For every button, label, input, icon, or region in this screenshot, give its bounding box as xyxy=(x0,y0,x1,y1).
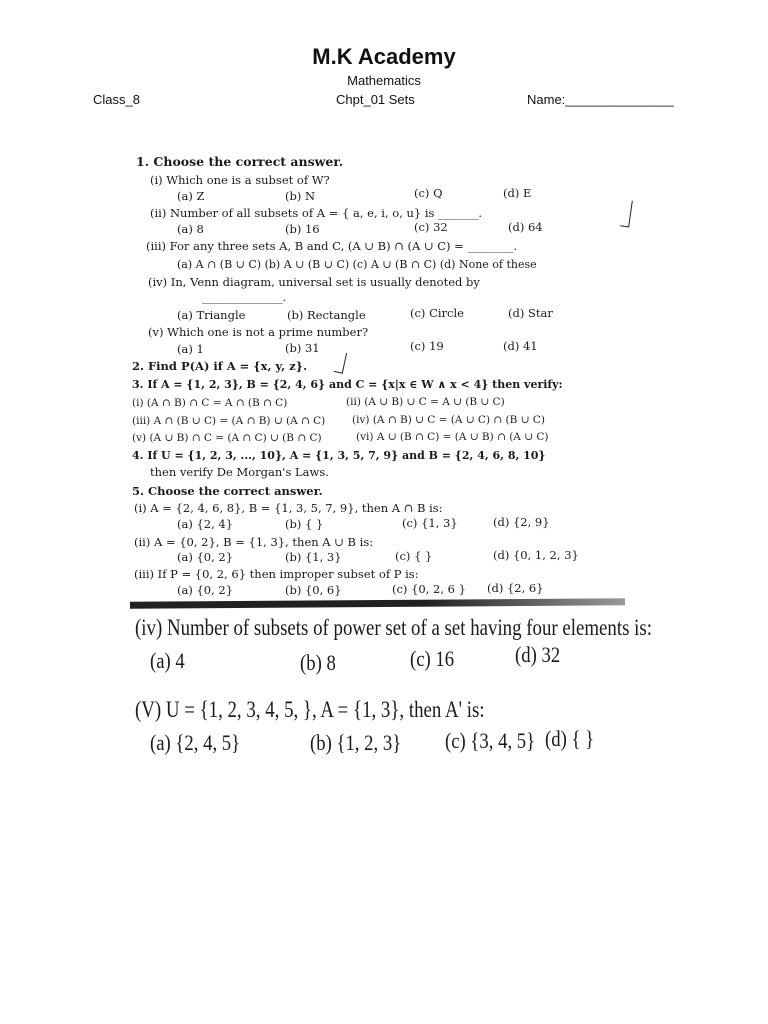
q5-ii-opt-a: (a) {0, 2} xyxy=(177,550,234,564)
q5-iii-opt-c: (c) {0, 2, 6 } xyxy=(392,582,466,596)
q1-iii-options: (a) A ∩ (B ∪ C) (b) A ∪ (B ∪ C) (c) A ∪ (B ∩ C) (d) None of these xyxy=(177,258,537,271)
page-subtitle: Mathematics xyxy=(347,73,421,88)
q5-v-text: (V) U = {1, 2, 3, 4, 5, }, A = {1, 3}, then A' is: xyxy=(135,697,485,722)
q4-line1: 4. If U = {1, 2, 3, ..., 10}, A = {1, 3, 5, 7, 9} and B = {2, 4, 6, 8, 10} xyxy=(132,449,546,462)
q5-ii-opt-d: (d) {0, 1, 2, 3} xyxy=(493,548,579,562)
scanned-worksheet xyxy=(130,150,610,605)
q5-i-opt-d: (d) {2, 9} xyxy=(493,515,550,529)
q5-iv-opt-d: (d) 32 xyxy=(515,642,561,667)
q1-ii-text: (ii) Number of all subsets of A = { a, e, i, o, u} is _______. xyxy=(150,206,483,220)
q5-v-opt-b: (b) {1, 2, 3} xyxy=(310,730,402,755)
q3-row2-left: (iii) A ∩ (B ∪ C) = (A ∩ B) ∪ (A ∩ C) xyxy=(132,415,326,427)
q5-ii-opt-c: (c) { } xyxy=(395,549,433,563)
q1-iv-opt-c: (c) Circle xyxy=(410,306,464,320)
q5-iv-opt-c: (c) 16 xyxy=(410,646,455,671)
q1-v-opt-d: (d) 41 xyxy=(503,339,538,353)
q5-i-opt-c: (c) {1, 3} xyxy=(402,516,458,530)
q1-heading: 1. Choose the correct answer. xyxy=(136,154,344,169)
q1-i-opt-b: (b) N xyxy=(285,189,316,203)
q3-row2-right: (iv) (A ∩ B) ∪ C = (A ∪ C) ∩ (B ∪ C) xyxy=(352,414,545,426)
q1-i-text: (i) Which one is a subset of W? xyxy=(150,173,330,187)
q3-row1-right: (ii) (A ∪ B) ∪ C = A ∪ (B ∪ C) xyxy=(346,396,505,408)
q5-i-text: (i) A = {2, 4, 6, 8}, B = {1, 3, 5, 7, 9}, then A ∩ B is: xyxy=(134,501,443,515)
q1-iv-opt-b: (b) Rectangle xyxy=(287,308,366,322)
q3-row1-left: (i) (A ∩ B) ∩ C = A ∩ (B ∩ C) xyxy=(132,397,288,409)
q5-v-opt-a: (a) {2, 4, 5} xyxy=(150,730,241,755)
q1-ii-opt-d: (d) 64 xyxy=(508,220,543,234)
q1-v-text: (v) Which one is not a prime number? xyxy=(148,325,369,339)
q5-iii-opt-d: (d) {2, 6} xyxy=(487,581,544,595)
q1-ii-opt-a: (a) 8 xyxy=(177,222,204,236)
q5-ii-opt-b: (b) {1, 3} xyxy=(285,550,342,564)
q1-v-opt-a: (a) 1 xyxy=(177,342,204,356)
q5-iv-opt-a: (a) 4 xyxy=(150,648,185,673)
page-title: M.K Academy xyxy=(312,44,456,69)
q5-v-opt-d: (d) { } xyxy=(545,726,595,751)
q5-iv-text: (iv) Number of subsets of power set of a set having four elements is: xyxy=(135,615,652,640)
q1-iii-text: (iii) For any three sets A, B and C, (A ∪ B) ∩ (A ∪ C) = ________. xyxy=(146,239,518,253)
q1-iv-opt-a: (a) Triangle xyxy=(177,308,246,322)
q5-iii-opt-a: (a) {0, 2} xyxy=(177,583,234,597)
q5-heading: 5. Choose the correct answer. xyxy=(132,484,323,498)
q3-row3-right: (vi) A ∪ (B ∩ C) = (A ∪ B) ∩ (A ∪ C) xyxy=(356,431,549,443)
q2-text: 2. Find P(A) if A = {x, y, z}. xyxy=(132,359,308,373)
q1-ii-opt-c: (c) 32 xyxy=(414,220,448,234)
q5-v-opt-c: (c) {3, 4, 5} xyxy=(445,728,536,753)
check-mark-icon xyxy=(620,200,633,228)
q1-iv-text: (iv) In, Venn diagram, universal set is usually denoted by xyxy=(148,275,480,289)
q5-iii-text: (iii) If P = {0, 2, 6} then improper subset of P is: xyxy=(134,567,419,581)
q1-iv-blank: ______________. xyxy=(202,290,287,304)
q1-i-opt-a: (a) Z xyxy=(177,189,205,203)
q3-row3-left: (v) (A ∪ B) ∩ C = (A ∩ C) ∪ (B ∩ C) xyxy=(132,432,322,444)
q1-i-opt-c: (c) Q xyxy=(414,186,443,200)
q1-i-opt-d: (d) E xyxy=(503,186,532,200)
q4-line2: then verify De Morgan's Laws. xyxy=(150,465,329,479)
q5-iii-opt-b: (b) {0, 6} xyxy=(285,583,342,597)
chapter-label: Chpt_01 Sets xyxy=(336,92,415,107)
q3-heading: 3. If A = {1, 2, 3}, B = {2, 4, 6} and C = {x|x ∈ W ∧ x < 4} then verify: xyxy=(132,378,563,391)
q1-iv-opt-d: (d) Star xyxy=(508,306,553,320)
q1-ii-opt-b: (b) 16 xyxy=(285,222,320,236)
q5-ii-text: (ii) A = {0, 2}, B = {1, 3}, then A ∪ B is: xyxy=(134,535,374,549)
class-label: Class_8 xyxy=(93,92,140,107)
q1-v-opt-b: (b) 31 xyxy=(285,341,320,355)
name-field: Name:_______________ xyxy=(527,92,674,107)
q5-i-opt-a: (a) {2, 4} xyxy=(177,517,234,531)
q5-i-opt-b: (b) { } xyxy=(285,517,324,531)
q5-iv-opt-b: (b) 8 xyxy=(300,650,336,675)
q1-v-opt-c: (c) 19 xyxy=(410,339,444,353)
